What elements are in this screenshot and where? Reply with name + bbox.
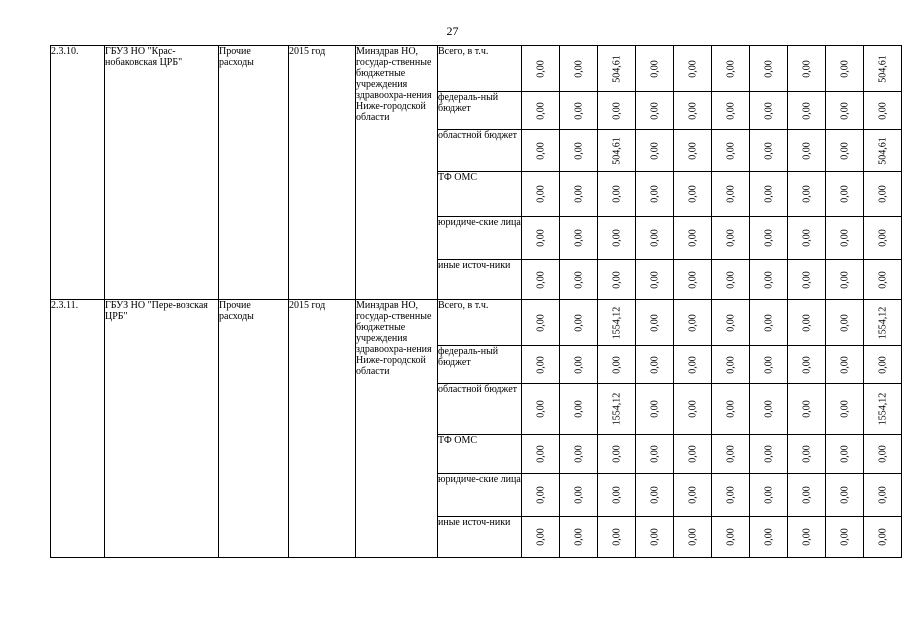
value-text: 0,00	[535, 313, 546, 332]
funding-source-label: иные источ-ники	[438, 517, 522, 558]
value-cell	[712, 300, 750, 346]
value-cell	[674, 260, 712, 300]
organization-name: ГБУЗ НО "Пере-возская ЦРБ"	[105, 300, 219, 558]
funding-source-label: ТФ ОМС	[438, 172, 522, 217]
value-text: 0,00	[839, 101, 850, 120]
value-cell	[674, 517, 712, 558]
value-cell	[636, 260, 674, 300]
value-text: 0,00	[839, 355, 850, 374]
value-cell	[560, 346, 598, 384]
value-text: 0,00	[877, 270, 888, 289]
page-number: 27	[446, 24, 459, 38]
value-text: 0,00	[535, 400, 546, 418]
value-cell	[598, 346, 636, 384]
value-cell	[712, 384, 750, 435]
value-text: 504,61	[611, 54, 622, 83]
value-cell	[674, 474, 712, 517]
value-text: 0,00	[877, 229, 888, 247]
value-cell	[864, 46, 902, 92]
value-cell	[636, 474, 674, 517]
value-cell	[712, 92, 750, 130]
value-text: 0,00	[649, 486, 660, 504]
value-cell	[522, 260, 560, 300]
value-cell	[522, 517, 560, 558]
value-cell	[636, 435, 674, 474]
value-text: 0,00	[725, 101, 736, 120]
value-text: 0,00	[801, 141, 812, 160]
value-cell	[674, 217, 712, 260]
value-text: 0,00	[763, 355, 774, 374]
value-cell	[636, 92, 674, 130]
funding-source-label: юридиче-ские лица	[438, 474, 522, 517]
value-cell	[826, 384, 864, 435]
value-text: 0,00	[687, 355, 698, 374]
value-cell	[864, 384, 902, 435]
value-text: 0,00	[535, 229, 546, 247]
value-cell	[826, 217, 864, 260]
value-cell	[712, 517, 750, 558]
value-cell	[674, 346, 712, 384]
value-text: 0,00	[535, 445, 546, 463]
value-cell	[750, 517, 788, 558]
value-text: 0,00	[611, 486, 622, 504]
value-text: 0,00	[687, 101, 698, 120]
value-cell	[674, 46, 712, 92]
value-text: 0,00	[763, 528, 774, 546]
value-cell	[826, 130, 864, 172]
value-text: 0,00	[649, 528, 660, 546]
value-text: 0,00	[535, 355, 546, 374]
value-cell	[712, 346, 750, 384]
value-cell	[750, 46, 788, 92]
value-text: 0,00	[877, 528, 888, 546]
value-cell	[636, 384, 674, 435]
value-cell	[712, 435, 750, 474]
value-cell	[750, 130, 788, 172]
value-cell	[712, 474, 750, 517]
value-text: 0,00	[573, 400, 584, 418]
funding-source-label: ТФ ОМС	[438, 435, 522, 474]
value-text: 0,00	[687, 229, 698, 247]
value-cell	[826, 474, 864, 517]
value-text: 504,61	[611, 136, 622, 165]
value-cell	[636, 517, 674, 558]
value-cell	[712, 130, 750, 172]
value-cell	[826, 300, 864, 346]
value-text: 0,00	[611, 101, 622, 120]
value-text: 0,00	[725, 313, 736, 332]
value-cell	[788, 130, 826, 172]
value-cell	[826, 435, 864, 474]
value-text: 0,00	[611, 355, 622, 374]
value-text: 0,00	[725, 59, 736, 78]
value-text: 0,00	[801, 400, 812, 418]
executor: Минздрав НО, государ-ственные бюджетные учреждения здравоохра-нения Ниже-городской области	[356, 300, 438, 558]
value-text: 0,00	[649, 355, 660, 374]
value-text: 0,00	[649, 270, 660, 289]
value-text: 0,00	[535, 185, 546, 203]
value-cell	[864, 517, 902, 558]
value-text: 0,00	[573, 141, 584, 160]
row-code: 2.3.11.	[51, 300, 105, 558]
value-text: 0,00	[687, 445, 698, 463]
value-text: 0,00	[725, 185, 736, 203]
value-text: 0,00	[839, 400, 850, 418]
value-cell	[750, 172, 788, 217]
value-cell	[522, 346, 560, 384]
value-text: 0,00	[763, 400, 774, 418]
funding-source-label: областной бюджет	[438, 384, 522, 435]
value-cell	[560, 384, 598, 435]
value-text: 0,00	[687, 185, 698, 203]
value-cell	[788, 46, 826, 92]
value-cell	[598, 92, 636, 130]
value-cell	[864, 435, 902, 474]
value-text: 0,00	[725, 400, 736, 418]
value-cell	[712, 172, 750, 217]
value-cell	[598, 46, 636, 92]
value-text: 0,00	[535, 486, 546, 504]
value-text: 0,00	[687, 141, 698, 160]
row-code: 2.3.10.	[51, 46, 105, 300]
funding-source-label: федераль-ный бюджет	[438, 346, 522, 384]
value-cell	[788, 172, 826, 217]
value-cell	[636, 130, 674, 172]
value-cell	[788, 435, 826, 474]
value-text: 0,00	[611, 528, 622, 546]
value-cell	[560, 92, 598, 130]
value-text: 0,00	[687, 486, 698, 504]
value-text: 0,00	[839, 270, 850, 289]
value-cell	[598, 300, 636, 346]
value-text: 0,00	[535, 141, 546, 160]
value-text: 504,61	[877, 136, 888, 165]
funding-source-label: областной бюджет	[438, 130, 522, 172]
value-text: 0,00	[801, 486, 812, 504]
value-text: 0,00	[573, 313, 584, 332]
value-text: 0,00	[801, 229, 812, 247]
value-cell	[750, 384, 788, 435]
value-text: 0,00	[801, 355, 812, 374]
value-text: 0,00	[725, 270, 736, 289]
value-text: 0,00	[611, 185, 622, 203]
value-cell	[636, 172, 674, 217]
value-cell	[826, 92, 864, 130]
value-text: 0,00	[649, 313, 660, 332]
value-text: 0,00	[687, 400, 698, 418]
value-text: 0,00	[763, 313, 774, 332]
value-text: 0,00	[573, 528, 584, 546]
value-cell	[560, 130, 598, 172]
value-text: 0,00	[801, 59, 812, 78]
value-text: 0,00	[611, 229, 622, 247]
value-text: 0,00	[839, 445, 850, 463]
value-text: 0,00	[839, 59, 850, 78]
value-text: 0,00	[725, 355, 736, 374]
value-text: 0,00	[573, 229, 584, 247]
value-cell	[788, 92, 826, 130]
value-cell	[598, 517, 636, 558]
value-cell	[598, 260, 636, 300]
value-text: 1554,12	[877, 306, 888, 339]
value-cell	[636, 217, 674, 260]
value-text: 1554,12	[611, 306, 622, 339]
value-cell	[674, 435, 712, 474]
value-cell	[522, 435, 560, 474]
value-cell	[864, 300, 902, 346]
value-cell	[598, 217, 636, 260]
value-cell	[750, 346, 788, 384]
value-cell	[598, 435, 636, 474]
table-row	[51, 46, 902, 92]
value-cell	[560, 46, 598, 92]
value-text: 0,00	[573, 185, 584, 203]
value-text: 0,00	[877, 445, 888, 463]
value-cell	[864, 92, 902, 130]
value-cell	[750, 217, 788, 260]
value-text: 0,00	[839, 313, 850, 332]
value-text: 0,00	[763, 141, 774, 160]
value-cell	[864, 260, 902, 300]
value-text: 0,00	[763, 270, 774, 289]
value-cell	[674, 384, 712, 435]
value-cell	[560, 435, 598, 474]
expense-type: Прочие расходы	[219, 300, 289, 558]
value-cell	[788, 260, 826, 300]
value-text: 0,00	[725, 141, 736, 160]
value-cell	[522, 130, 560, 172]
value-cell	[864, 172, 902, 217]
value-text: 0,00	[535, 59, 546, 78]
funding-source-label: Всего, в т.ч.	[438, 46, 522, 92]
value-text: 0,00	[839, 486, 850, 504]
value-cell	[788, 517, 826, 558]
value-text: 0,00	[611, 270, 622, 289]
value-text: 0,00	[877, 101, 888, 120]
value-text: 0,00	[573, 355, 584, 374]
value-cell	[522, 46, 560, 92]
value-cell	[560, 260, 598, 300]
value-text: 0,00	[687, 528, 698, 546]
value-text: 0,00	[763, 445, 774, 463]
value-cell	[788, 384, 826, 435]
value-cell	[598, 474, 636, 517]
value-cell	[864, 217, 902, 260]
funding-source-label: юридиче-ские лица	[438, 217, 522, 260]
value-text: 0,00	[649, 400, 660, 418]
value-cell	[826, 46, 864, 92]
value-text: 0,00	[725, 445, 736, 463]
value-text: 0,00	[839, 229, 850, 247]
value-text: 0,00	[839, 141, 850, 160]
value-cell	[826, 346, 864, 384]
value-text: 0,00	[801, 445, 812, 463]
organization-name: ГБУЗ НО "Крас-нобаковская ЦРБ"	[105, 46, 219, 300]
value-cell	[636, 346, 674, 384]
value-text: 0,00	[649, 101, 660, 120]
value-text: 0,00	[839, 528, 850, 546]
value-text: 0,00	[535, 528, 546, 546]
value-cell	[788, 217, 826, 260]
value-text: 0,00	[649, 229, 660, 247]
value-text: 0,00	[687, 270, 698, 289]
value-cell	[598, 384, 636, 435]
value-text: 0,00	[649, 141, 660, 160]
value-text: 0,00	[573, 270, 584, 289]
value-text: 0,00	[877, 486, 888, 504]
value-cell	[522, 474, 560, 517]
value-cell	[674, 300, 712, 346]
value-text: 0,00	[535, 101, 546, 120]
value-cell	[560, 517, 598, 558]
value-text: 0,00	[573, 486, 584, 504]
value-text: 0,00	[649, 445, 660, 463]
value-cell	[712, 260, 750, 300]
value-text: 0,00	[877, 355, 888, 374]
value-text: 1554,12	[877, 392, 888, 426]
year: 2015 год	[289, 46, 356, 300]
value-cell	[522, 92, 560, 130]
budget-table	[50, 45, 902, 558]
value-cell	[560, 172, 598, 217]
value-text: 0,00	[763, 59, 774, 78]
table-row	[51, 300, 902, 346]
value-text: 0,00	[801, 101, 812, 120]
value-cell	[788, 300, 826, 346]
value-cell	[750, 300, 788, 346]
value-text: 0,00	[687, 59, 698, 78]
value-cell	[750, 435, 788, 474]
executor: Минздрав НО, государ-ственные бюджетные учреждения здравоохра-нения Ниже-городской области	[356, 46, 438, 300]
funding-source-label: Всего, в т.ч.	[438, 300, 522, 346]
value-text: 0,00	[649, 59, 660, 78]
value-text: 0,00	[725, 486, 736, 504]
value-cell	[560, 300, 598, 346]
value-text: 0,00	[801, 270, 812, 289]
value-cell	[826, 517, 864, 558]
value-text: 0,00	[801, 185, 812, 203]
value-cell	[750, 474, 788, 517]
funding-source-label: иные источ-ники	[438, 260, 522, 300]
value-text: 0,00	[573, 445, 584, 463]
value-cell	[864, 130, 902, 172]
value-cell	[712, 217, 750, 260]
value-text: 0,00	[725, 528, 736, 546]
value-text: 0,00	[839, 185, 850, 203]
value-text: 0,00	[725, 229, 736, 247]
value-cell	[864, 346, 902, 384]
value-cell	[522, 217, 560, 260]
value-text: 0,00	[801, 528, 812, 546]
value-cell	[864, 474, 902, 517]
value-cell	[560, 217, 598, 260]
year: 2015 год	[289, 300, 356, 558]
table-body	[51, 46, 902, 558]
funding-source-label: федераль-ный бюджет	[438, 92, 522, 130]
value-cell	[674, 130, 712, 172]
value-text: 0,00	[687, 313, 698, 332]
value-cell	[598, 172, 636, 217]
value-cell	[712, 46, 750, 92]
value-cell	[522, 300, 560, 346]
value-cell	[522, 384, 560, 435]
value-cell	[522, 172, 560, 217]
value-text: 504,61	[877, 54, 888, 83]
value-text: 0,00	[573, 101, 584, 120]
value-cell	[636, 46, 674, 92]
value-cell	[674, 92, 712, 130]
value-text: 0,00	[763, 185, 774, 203]
expense-type: Прочие расходы	[219, 46, 289, 300]
value-text: 0,00	[763, 229, 774, 247]
value-cell	[788, 474, 826, 517]
value-text: 0,00	[763, 101, 774, 120]
value-text: 0,00	[801, 313, 812, 332]
value-text: 0,00	[763, 486, 774, 504]
value-cell	[788, 346, 826, 384]
value-cell	[674, 172, 712, 217]
value-cell	[750, 92, 788, 130]
value-text: 0,00	[611, 445, 622, 463]
value-cell	[750, 260, 788, 300]
value-text: 0,00	[649, 185, 660, 203]
value-cell	[826, 260, 864, 300]
value-text: 1554,12	[611, 392, 622, 426]
value-text: 0,00	[877, 185, 888, 203]
value-cell	[826, 172, 864, 217]
value-text: 0,00	[535, 270, 546, 289]
value-cell	[636, 300, 674, 346]
value-text: 0,00	[573, 59, 584, 78]
value-cell	[598, 130, 636, 172]
value-cell	[560, 474, 598, 517]
